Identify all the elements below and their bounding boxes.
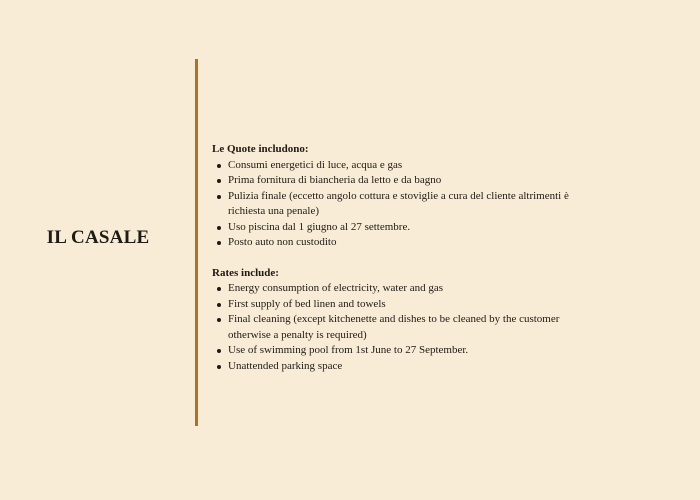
list-item: First supply of bed linen and towels	[212, 297, 592, 313]
list-item: Uso piscina dal 1 giugno al 27 settembre.	[212, 220, 592, 236]
list-item: Use of swimming pool from 1st June to 27 September.	[212, 343, 592, 359]
english-inclusions-list	[212, 281, 592, 374]
list-item: Final cleaning (except kitchenette and dishes to be cleaned by the customer otherwise a penalty is required)	[212, 312, 592, 343]
vertical-divider	[195, 59, 198, 426]
english-rates-section	[212, 266, 592, 375]
list-item: Posto auto non custodito	[212, 235, 592, 251]
rates-content	[212, 142, 592, 374]
list-item: Prima fornitura di biancheria da letto e da bagno	[212, 173, 592, 189]
page-title: IL CASALE	[46, 227, 150, 248]
list-item: Energy consumption of electricity, water and gas	[212, 281, 592, 297]
list-item: Unattended parking space	[212, 359, 592, 375]
section-heading-italian: Le Quote includono:	[212, 143, 309, 155]
section-heading-english: Rates include:	[212, 266, 279, 279]
list-item: Pulizia finale (eccetto angolo cottura e stoviglie a cura del cliente altrimenti è richiesta una penale)	[212, 189, 592, 220]
italian-rates-section	[212, 142, 592, 251]
list-item: Consumi energetici di luce, acqua e gas	[212, 158, 592, 174]
italian-inclusions-list	[212, 158, 592, 251]
